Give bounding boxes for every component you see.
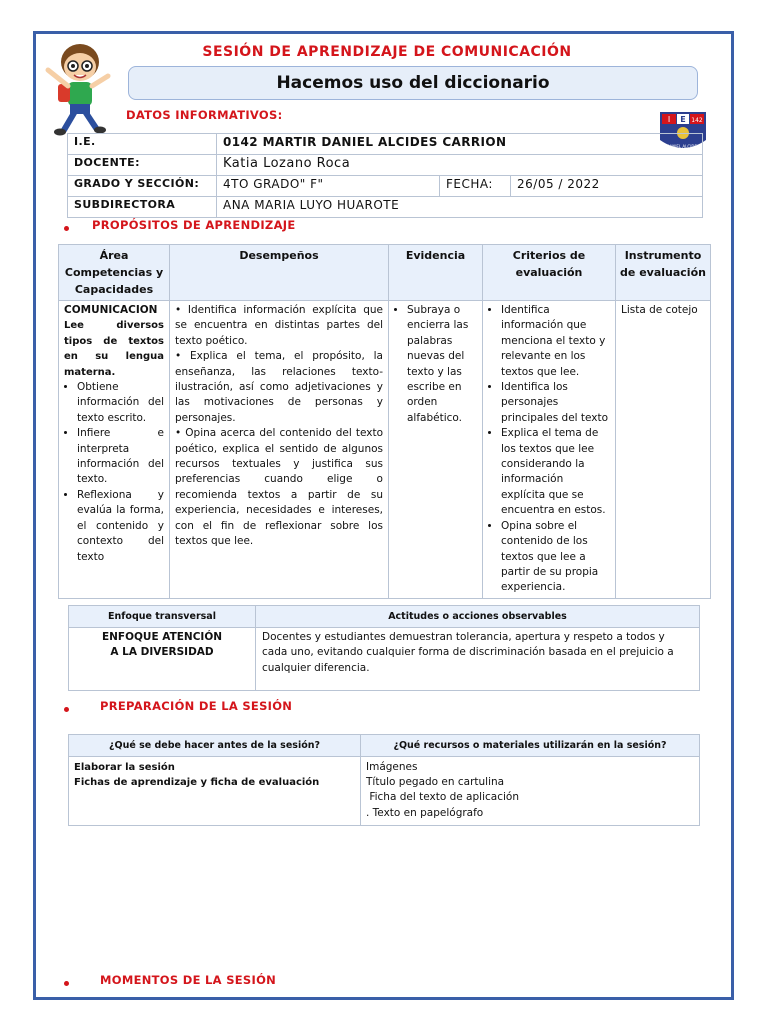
list-item: • Opina acerca del contenido del texto poético, explica el sentido de algunos recursos textuales y justifica sus preferencias cuando elige o recomienda textos a partir de su experiencia, necesidades e intereses, con el fin de reflexionar sobre los textos que lee. xyxy=(175,427,383,548)
header-antes: ¿Qué se debe hacer antes de la sesión? xyxy=(69,735,361,757)
docente-label: DOCENTE: xyxy=(68,155,217,176)
logo-number: 142 xyxy=(691,117,703,124)
table-header-row xyxy=(69,606,700,628)
logo-caption: DANIEL ALCIDES xyxy=(666,144,700,149)
list-item: • Reflexiona y evalúa la forma, el contenido y contexto del texto xyxy=(77,488,164,565)
area-cell xyxy=(59,301,170,599)
bullet-icon xyxy=(64,981,69,986)
list-item: • Obtiene información del texto escrito. xyxy=(77,380,164,426)
header-recursos: ¿Qué recursos o materiales utilizarán en la sesión? xyxy=(361,735,700,757)
list-item: • Opina sobre el contenido de los textos que lee a partir de su propia experiencia. xyxy=(501,519,610,596)
student-illustration xyxy=(38,40,116,138)
fecha-value: 26/05 / 2022 xyxy=(511,176,703,197)
ie-value: 0142 MARTIR DANIEL ALCIDES CARRION xyxy=(217,134,703,155)
antes-cell xyxy=(69,757,361,826)
list-item: • Identifica los personajes principales del texto xyxy=(501,380,610,426)
area-subtitle: Lee diversos tipos de textos en su lengua materna. xyxy=(64,320,164,378)
datos-table xyxy=(67,133,703,218)
enfoque-name: ENFOQUE ATENCIÓN A LA DIVERSIDAD xyxy=(69,628,256,691)
criterios-list xyxy=(488,303,610,596)
table-row xyxy=(59,301,711,599)
table-header-row xyxy=(69,735,700,757)
grado-label: GRADO Y SECCIÓN: xyxy=(68,176,217,197)
header-area: Área Competencias y Capacidades xyxy=(59,245,170,301)
ie-label: I.E. xyxy=(68,134,217,155)
header-actitudes: Actitudes o acciones observables xyxy=(256,606,700,628)
table-row xyxy=(68,197,703,218)
recursos-cell xyxy=(361,757,700,826)
list-item: • Explica el tema, el propósito, la enseñanza, las relaciones texto-ilustración, así como adjetivaciones y las motivaciones de personas y personajes. xyxy=(175,350,383,424)
list-item: • Identifica información que menciona el texto y relevante en los textos que lee. xyxy=(501,303,610,380)
enfoque-table xyxy=(68,605,700,691)
subdirectora-label: SUBDIRECTORA xyxy=(68,197,217,218)
list-item: Elaborar la sesión xyxy=(74,762,175,773)
momentos-heading: MOMENTOS DE LA SESIÓN xyxy=(100,973,277,987)
propositos-heading: PROPÓSITOS DE APRENDIZAJE xyxy=(92,218,296,232)
criterios-cell xyxy=(483,301,616,599)
table-header-row xyxy=(59,245,711,301)
capacidades-list xyxy=(64,380,164,565)
table-row xyxy=(69,628,700,691)
list-item: • Explica el tema de los textos que lee considerando la información explícita que se encuentra en estos. xyxy=(501,426,610,518)
table-row xyxy=(68,134,703,155)
enfoque-description: Docentes y estudiantes demuestran tolerancia, apertura y respeto a todos y cada uno, evitando cualquier forma de discriminación basada en el prejuicio a cualquier diferencia. xyxy=(256,628,700,691)
list-item: • Infiere e interpreta información del texto. xyxy=(77,426,164,488)
list-item: Fichas de aprendizaje y ficha de evaluación xyxy=(74,777,320,789)
grado-value: 4TO GRADO" F" xyxy=(217,176,440,197)
header-enfoque: Enfoque transversal xyxy=(69,606,256,628)
fecha-label: FECHA: xyxy=(440,176,511,197)
lesson-title: Hacemos uso del diccionario xyxy=(128,66,698,100)
logo-letter-i: I xyxy=(667,115,671,124)
list-item: Título pegado en cartulina xyxy=(366,776,505,789)
header-desempenos: Desempeños xyxy=(170,245,389,301)
list-item: • Identifica información explícita que se encuentra en distintas partes del texto poético. xyxy=(175,304,383,347)
list-item: Ficha del texto de aplicación xyxy=(366,791,519,804)
list-item: Imágenes xyxy=(366,761,418,773)
docente-value: Katia Lozano Roca xyxy=(217,155,703,176)
list-item: . Texto en papelógrafo xyxy=(366,806,484,819)
table-row xyxy=(68,155,703,176)
evidencia-text: • Subraya o encierra las palabras nuevas del texto y las escribe en orden alfabético. xyxy=(407,303,477,426)
header-criterios: Criterios de evaluación xyxy=(483,245,616,301)
preparacion-heading: PREPARACIÓN DE LA SESIÓN xyxy=(100,699,293,713)
bullet-icon xyxy=(64,226,69,231)
header-instrumento: Instrumento de evaluación xyxy=(616,245,711,301)
instrumento-cell: Lista de cotejo xyxy=(616,301,711,599)
desempenos-cell xyxy=(170,301,389,599)
subdirectora-value: ANA MARIA LUYO HUAROTE xyxy=(217,197,703,218)
session-title: SESIÓN DE APRENDIZAJE DE COMUNICACIÓN xyxy=(202,44,572,60)
evidencia-cell xyxy=(389,301,483,599)
bullet-icon xyxy=(64,707,69,712)
logo-letter-e: E xyxy=(680,115,686,124)
table-row xyxy=(69,757,700,826)
preparacion-table xyxy=(68,734,700,826)
area-title: COMUNICACION xyxy=(64,304,158,316)
datos-heading: DATOS INFORMATIVOS: xyxy=(126,108,283,122)
header-evidencia: Evidencia xyxy=(389,245,483,301)
table-row xyxy=(68,176,703,197)
propositos-table xyxy=(58,244,711,599)
